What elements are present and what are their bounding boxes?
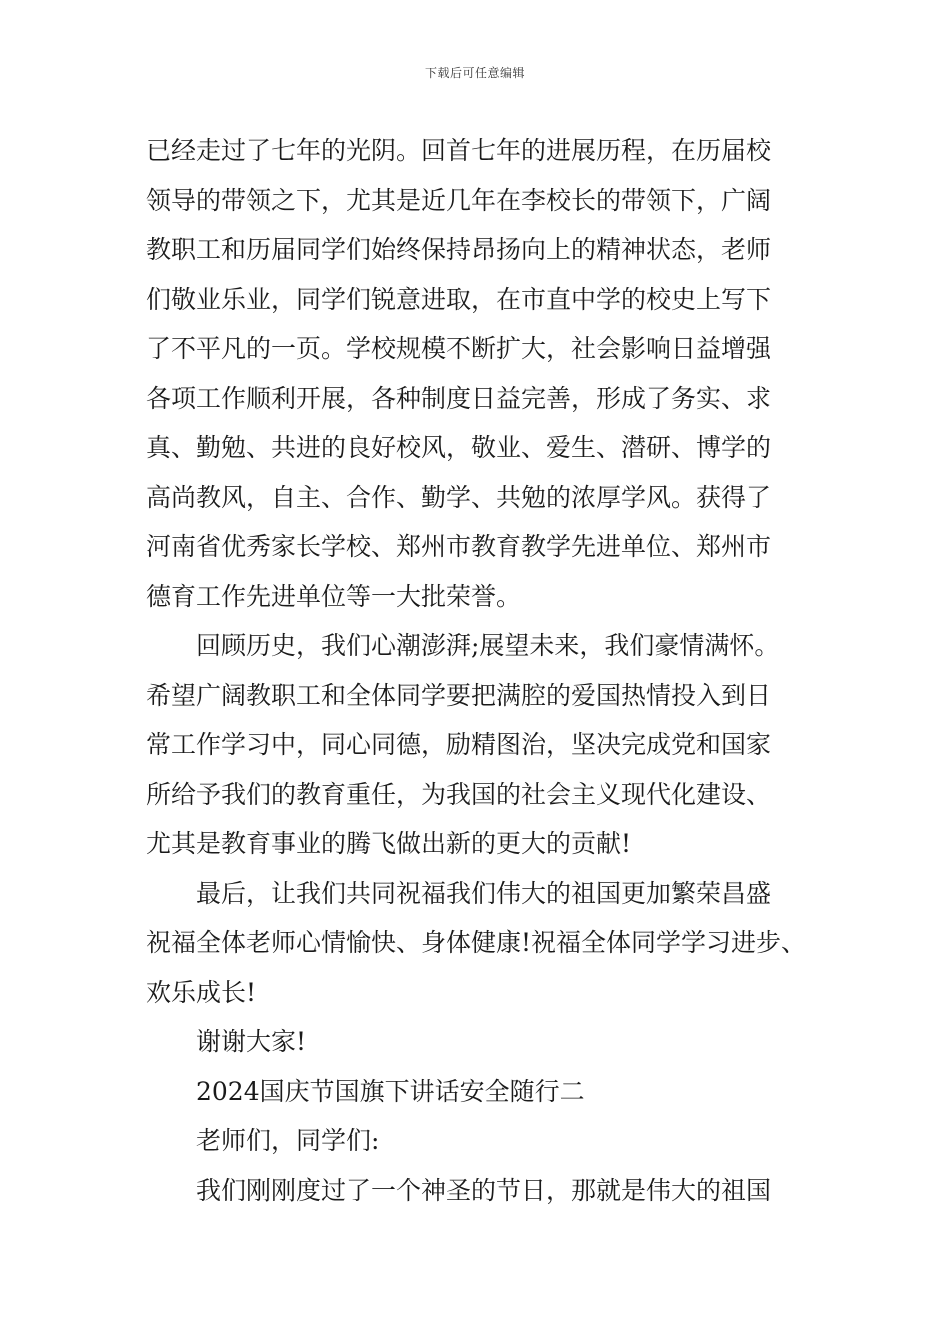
text-line: 希望广阔教职工和全体同学要把满腔的爱国热情投入到日 [146,680,772,710]
text-line: 我们刚刚度过了一个神圣的节日，那就是伟大的祖国 [196,1175,772,1205]
text-line: 常工作学习中，同心同德，励精图治，坚决完成党和国家 [146,730,772,759]
text-line: 河南省优秀家长学校、郑州市教育教学先进单位、郑州市 [146,532,772,561]
text-line: 教职工和历届同学们始终保持昂扬向上的精神状态，老师 [146,235,772,264]
text-line: 祝福全体老师心情愉快、身体健康!祝福全体同学学习进步、 [146,928,807,957]
text-line: 欢乐成长! [146,977,257,1007]
text-line: 高尚教风，自主、合作、勤学、共勉的浓厚学风。获得了 [146,482,772,512]
text-line: 德育工作先进单位等一大批荣誉。 [146,581,522,611]
text-line: 各项工作顺利开展，各种制度日益完善，形成了务实、求 [146,383,772,413]
text-line: 真、勤勉、共进的良好校风，敬业、爱生、潜研、博学的 [146,433,772,462]
page-header: 下载后可任意编辑 [424,66,525,80]
section-title: 2024国庆节国旗下讲话安全随行二 [196,1076,585,1106]
text-line: 回顾历史，我们心潮澎湃;展望未来，我们豪情满怀。 [196,631,780,660]
text-line: 尤其是教育事业的腾飞做出新的更大的贡献! [146,829,632,858]
text-line: 们敬业乐业，同学们锐意进取，在市直中学的校史上写下 [146,284,772,314]
text-line: 谢谢大家! [196,1027,307,1056]
text-line: 了不平凡的一页。学校规模不断扩大，社会影响日益增强 [146,334,772,363]
text-line: 老师们，同学们: [196,1126,380,1155]
text-line: 最后，让我们共同祝福我们伟大的祖国更加繁荣昌盛 [196,878,772,908]
document-body [146,126,826,1215]
text-line: 领导的带领之下，尤其是近几年在李校长的带领下，广阔 [146,185,772,215]
text-line: 已经走过了七年的光阴。回首七年的进展历程，在历届校 [146,136,772,165]
text-line: 所给予我们的教育重任，为我国的社会主义现代化建设、 [146,779,772,809]
